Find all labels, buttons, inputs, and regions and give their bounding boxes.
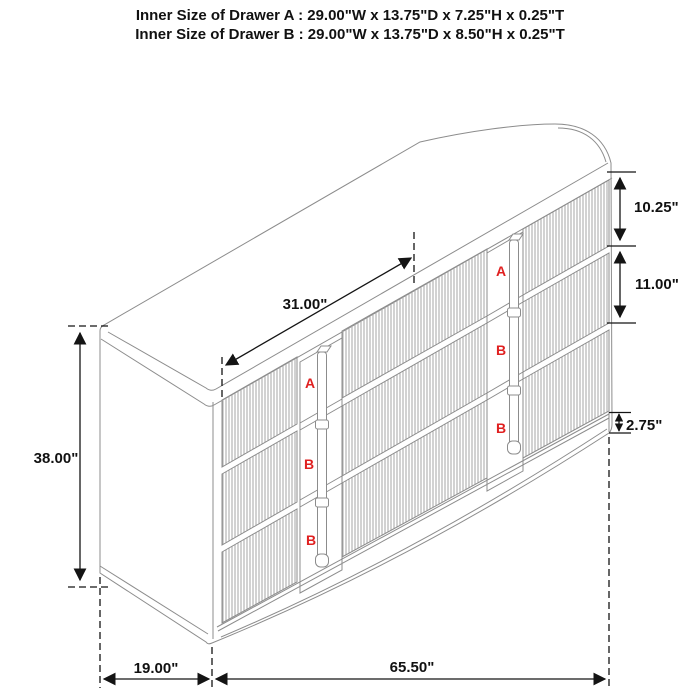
right-stile-label-b1: B — [495, 342, 507, 358]
left-handle-collar-1 — [316, 420, 329, 429]
right-stile-label-b2: B — [495, 420, 507, 436]
left-handle-foot — [316, 554, 329, 567]
title-line-drawer-a: Inner Size of Drawer A : 29.00"W x 13.75"D x 7.25"H x 0.25"T — [135, 7, 565, 24]
label-depth: 19.00" — [133, 660, 179, 677]
label-overall-height: 38.00" — [33, 450, 79, 467]
left-handle-collar-2 — [316, 498, 329, 507]
right-stile-label-a: A — [495, 263, 507, 279]
right-handle-collar-2 — [508, 386, 521, 395]
cabinet-drawing — [100, 124, 612, 644]
right-handle-collar-1 — [508, 308, 521, 317]
left-handle-bar — [318, 352, 327, 564]
label-width: 65.50" — [389, 659, 435, 676]
right-handle-foot — [508, 441, 521, 454]
left-stile-label-a: A — [304, 375, 316, 391]
left-stile-label-b1: B — [303, 456, 315, 472]
label-drawer-b-height: 11.00" — [635, 276, 679, 293]
left-stile-label-b2: B — [305, 532, 317, 548]
title-line-drawer-b: Inner Size of Drawer B : 29.00"W x 13.75"D x 8.50"H x 0.25"T — [135, 26, 565, 43]
label-drawer-a-height: 10.25" — [634, 199, 679, 216]
right-handle-bar — [510, 240, 519, 446]
label-base-height: 2.75" — [626, 417, 663, 434]
label-center-width: 31.00" — [282, 296, 328, 313]
